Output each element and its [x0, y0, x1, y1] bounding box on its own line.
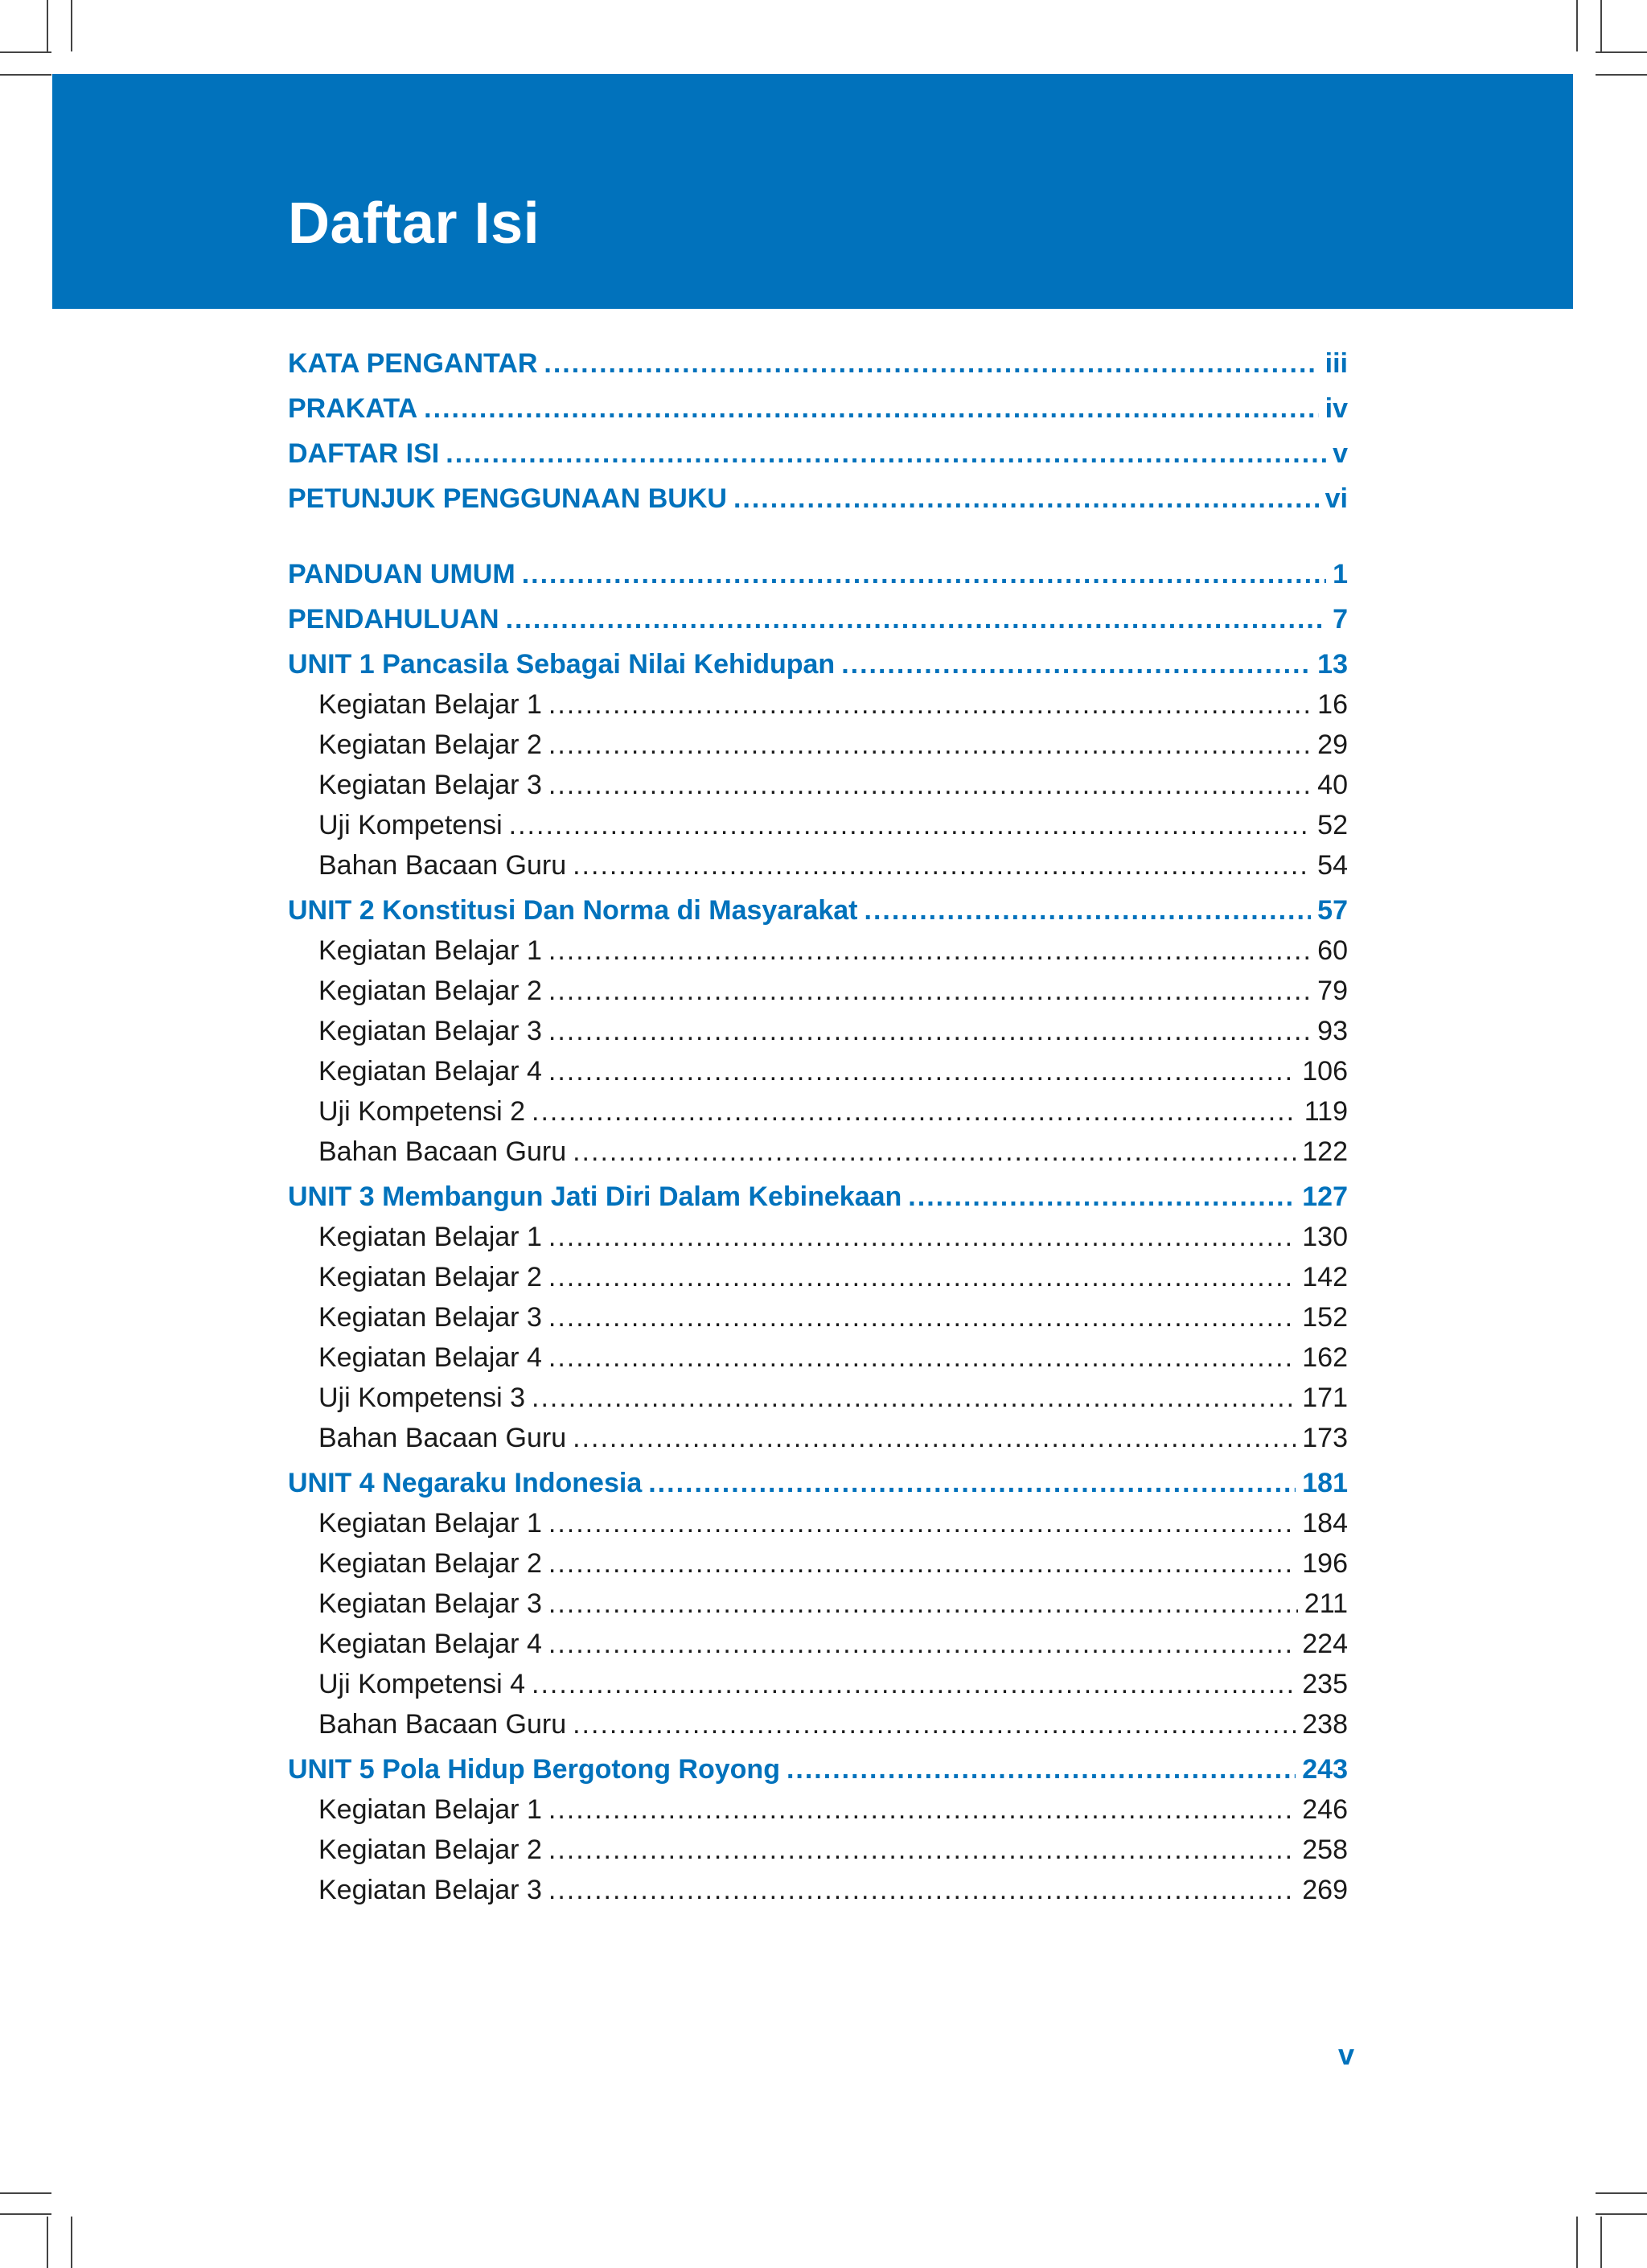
toc-subsection-entry[interactable]	[318, 1261, 1348, 1293]
toc-dot-leader	[548, 935, 1311, 967]
toc-entry-title: UNIT 3 Membangun Jati Diri Dalam Kebinekaan	[288, 1181, 902, 1212]
toc-dot-leader	[548, 1221, 1296, 1253]
toc-entry-title: UNIT 4 Negaraku Indonesia	[288, 1468, 643, 1498]
toc-entry-page: 54	[1317, 850, 1348, 881]
toc-entry-page: 269	[1302, 1875, 1348, 1905]
toc-subsection-entry[interactable]	[318, 769, 1348, 801]
toc-entry-page: 122	[1302, 1136, 1348, 1167]
toc-entry-page: v	[1333, 438, 1348, 469]
toc-entry-page: 7	[1333, 604, 1348, 635]
crop-mark	[1576, 0, 1578, 51]
toc-entry-page: 106	[1302, 1056, 1348, 1087]
toc-subsection-entry[interactable]	[318, 1588, 1348, 1620]
toc-entry-page: 224	[1302, 1629, 1348, 1659]
crop-mark	[0, 2192, 51, 2194]
toc-entry-page: 142	[1302, 1262, 1348, 1292]
toc-subsection-entry[interactable]	[318, 1055, 1348, 1087]
toc-entry-title: Uji Kompetensi 3	[318, 1383, 526, 1413]
toc-front-matter-entry[interactable]	[288, 392, 1348, 425]
toc-entry-page: 60	[1317, 935, 1348, 966]
toc-entry-title: Kegiatan Belajar 2	[318, 1548, 542, 1579]
crop-mark	[1596, 51, 1647, 53]
toc-dot-leader	[548, 1793, 1296, 1826]
crop-mark	[0, 51, 51, 53]
toc-entry-title: PETUNJUK PENGGUNAAN BUKU	[288, 483, 727, 514]
header-band	[52, 74, 1573, 309]
toc-dot-leader	[573, 1136, 1296, 1168]
toc-entry-title: DAFTAR ISI	[288, 438, 440, 469]
toc-entry-title: Kegiatan Belajar 1	[318, 1508, 542, 1539]
toc-entry-page: 57	[1317, 895, 1348, 926]
toc-entry-title: Uji Kompetensi 4	[318, 1669, 526, 1699]
toc-dot-leader	[548, 688, 1311, 721]
toc-entry-title: UNIT 5 Pola Hidup Bergotong Royong	[288, 1754, 780, 1785]
toc-dot-leader	[548, 1507, 1296, 1539]
toc-entry-page: 258	[1302, 1835, 1348, 1865]
toc-subsection-entry[interactable]	[318, 1382, 1348, 1414]
toc-dot-leader	[548, 1834, 1296, 1866]
toc-entry-title: Kegiatan Belajar 3	[318, 1875, 542, 1905]
toc-subsection-entry[interactable]	[318, 809, 1348, 841]
toc-entry-page: 171	[1302, 1383, 1348, 1413]
toc-dot-leader	[548, 1874, 1296, 1906]
toc-entry-page: 235	[1302, 1669, 1348, 1699]
toc-entry-title: PENDAHULUAN	[288, 604, 499, 635]
toc-subsection-entry[interactable]	[318, 1221, 1348, 1253]
toc-subsection-entry[interactable]	[318, 1507, 1348, 1539]
toc-dot-leader	[548, 1301, 1296, 1333]
toc-entry-title: UNIT 2 Konstitusi Dan Norma di Masyarakat	[288, 895, 858, 926]
toc-entry-title: Kegiatan Belajar 2	[318, 976, 542, 1006]
toc-entry-page: 119	[1304, 1096, 1348, 1127]
toc-entry-page: 127	[1302, 1181, 1348, 1212]
toc-dot-leader	[544, 347, 1318, 380]
toc-subsection-entry[interactable]	[318, 1095, 1348, 1128]
toc-entry-title: PRAKATA	[288, 393, 418, 424]
toc-dot-leader	[532, 1668, 1296, 1700]
toc-front-matter-entry[interactable]	[288, 438, 1348, 470]
toc-entry-title: Kegiatan Belajar 3	[318, 770, 542, 800]
toc-entry-page: 211	[1304, 1588, 1348, 1619]
toc-dot-leader	[548, 769, 1311, 801]
toc-entry-page: 181	[1302, 1468, 1348, 1498]
toc-dot-leader	[532, 1382, 1296, 1414]
crop-mark	[71, 0, 72, 51]
toc-dot-leader	[573, 1422, 1296, 1454]
toc-section-entry[interactable]	[288, 894, 1348, 927]
toc-entry-title: KATA PENGANTAR	[288, 348, 538, 379]
toc-entry-title: Kegiatan Belajar 2	[318, 1262, 542, 1292]
toc-section-entry[interactable]	[288, 1753, 1348, 1785]
toc-dot-leader	[548, 1341, 1296, 1374]
toc-entry-title: Bahan Bacaan Guru	[318, 1136, 567, 1167]
toc-dot-leader	[509, 809, 1312, 841]
toc-subsection-entry[interactable]	[318, 729, 1348, 761]
toc-entry-page: 1	[1333, 559, 1348, 590]
toc-subsection-entry[interactable]	[318, 935, 1348, 967]
toc-entry-title: Kegiatan Belajar 2	[318, 729, 542, 760]
toc-entry-title: Kegiatan Belajar 1	[318, 935, 542, 966]
toc-dot-leader	[548, 1055, 1296, 1087]
crop-mark	[1576, 2217, 1578, 2268]
toc-subsection-entry[interactable]	[318, 1834, 1348, 1866]
toc-subsection-entry[interactable]	[318, 1708, 1348, 1740]
toc-entry-title: Kegiatan Belajar 4	[318, 1629, 542, 1659]
toc-entry-title: Kegiatan Belajar 1	[318, 1794, 542, 1825]
toc-entry-title: Kegiatan Belajar 3	[318, 1588, 542, 1619]
toc-entry-page: 246	[1302, 1794, 1348, 1825]
crop-mark	[0, 2213, 51, 2215]
toc-subsection-entry[interactable]	[318, 1422, 1348, 1454]
toc-section-entry[interactable]	[288, 558, 1348, 590]
toc-dot-leader	[733, 483, 1319, 515]
toc-entry-page: iii	[1325, 348, 1348, 379]
toc-subsection-entry[interactable]	[318, 1301, 1348, 1333]
toc-entry-title: Uji Kompetensi 2	[318, 1096, 526, 1127]
page-title: Daftar Isi	[288, 191, 540, 256]
toc-entry-title: Bahan Bacaan Guru	[318, 850, 567, 881]
toc-subsection-entry[interactable]	[318, 1668, 1348, 1700]
toc-front-matter-entry[interactable]	[288, 483, 1348, 515]
toc-entry-page: iv	[1325, 393, 1348, 424]
toc-entry-page: 243	[1302, 1754, 1348, 1785]
toc-dot-leader	[573, 849, 1311, 881]
toc-entry-page: 40	[1317, 770, 1348, 800]
crop-mark	[1600, 0, 1602, 51]
toc-entry-title: Bahan Bacaan Guru	[318, 1709, 567, 1740]
crop-mark	[71, 2217, 72, 2268]
toc-entry-title: Kegiatan Belajar 1	[318, 689, 542, 720]
toc-dot-leader	[446, 438, 1326, 470]
toc-entry-title: Kegiatan Belajar 3	[318, 1016, 542, 1046]
toc-entry-title: Kegiatan Belajar 1	[318, 1222, 542, 1252]
toc-subsection-entry[interactable]	[318, 849, 1348, 881]
toc-entry-title: Bahan Bacaan Guru	[318, 1423, 567, 1453]
toc-dot-leader	[573, 1708, 1296, 1740]
crop-mark	[1596, 2213, 1647, 2215]
crop-mark	[0, 74, 51, 76]
toc-dot-leader	[548, 1628, 1296, 1660]
toc-entry-page: 79	[1317, 976, 1348, 1006]
toc-dot-leader	[532, 1095, 1298, 1128]
toc-entry-title: Kegiatan Belajar 3	[318, 1302, 542, 1333]
toc-entry-page: 13	[1317, 649, 1348, 680]
toc-dot-leader	[424, 392, 1318, 425]
toc-entry-title: Kegiatan Belajar 4	[318, 1056, 542, 1087]
toc-subsection-entry[interactable]	[318, 1793, 1348, 1826]
crop-mark	[1600, 2217, 1602, 2268]
toc-dot-leader	[548, 1547, 1296, 1580]
toc-entry-page: 162	[1302, 1342, 1348, 1373]
toc-front-matter-entry[interactable]	[288, 347, 1348, 380]
page-number: v	[1338, 2038, 1355, 2071]
toc-dot-leader	[506, 603, 1327, 635]
toc-dot-leader	[787, 1753, 1296, 1785]
toc-section-entry[interactable]	[288, 603, 1348, 635]
toc-entry-title: Uji Kompetensi	[318, 810, 503, 840]
toc-dot-leader	[522, 558, 1326, 590]
crop-mark	[47, 0, 48, 51]
toc-dot-leader	[648, 1467, 1296, 1499]
toc-subsection-entry[interactable]	[318, 1015, 1348, 1047]
crop-mark	[1596, 2192, 1647, 2194]
toc-dot-leader	[548, 1261, 1296, 1293]
toc-entry-title: UNIT 1 Pancasila Sebagai Nilai Kehidupan	[288, 649, 836, 680]
toc-entry-page: 29	[1317, 729, 1348, 760]
toc-entry-page: 196	[1302, 1548, 1348, 1579]
toc-dot-leader	[908, 1181, 1296, 1213]
toc-entry-page: 93	[1317, 1016, 1348, 1046]
toc-entry-page: 52	[1317, 810, 1348, 840]
toc-dot-leader	[548, 975, 1311, 1007]
toc-dot-leader	[841, 648, 1311, 680]
toc-entry-page: 184	[1302, 1508, 1348, 1539]
toc-entry-page: 16	[1317, 689, 1348, 720]
toc-entry-title: PANDUAN UMUM	[288, 559, 515, 590]
toc-section-entry[interactable]	[288, 1467, 1348, 1499]
toc-entry-page: 173	[1302, 1423, 1348, 1453]
crop-mark	[47, 2217, 48, 2268]
toc-entry-page: 130	[1302, 1222, 1348, 1252]
toc-section-entry[interactable]	[288, 1181, 1348, 1213]
toc-dot-leader	[865, 894, 1312, 927]
toc-section-entry[interactable]	[288, 648, 1348, 680]
toc-entry-page: vi	[1325, 483, 1348, 514]
toc-dot-leader	[548, 729, 1311, 761]
toc-subsection-entry[interactable]	[318, 1136, 1348, 1168]
toc-subsection-entry[interactable]	[318, 1341, 1348, 1374]
toc-subsection-entry[interactable]	[318, 1547, 1348, 1580]
toc-entry-title: Kegiatan Belajar 2	[318, 1835, 542, 1865]
toc-dot-leader	[548, 1588, 1298, 1620]
toc-subsection-entry[interactable]	[318, 1628, 1348, 1660]
toc-subsection-entry[interactable]	[318, 975, 1348, 1007]
toc-subsection-entry[interactable]	[318, 688, 1348, 721]
toc-entry-page: 152	[1302, 1302, 1348, 1333]
toc-entry-title: Kegiatan Belajar 4	[318, 1342, 542, 1373]
toc-subsection-entry[interactable]	[318, 1874, 1348, 1906]
crop-mark	[1596, 74, 1647, 76]
toc-dot-leader	[548, 1015, 1311, 1047]
toc-entry-page: 238	[1302, 1709, 1348, 1740]
